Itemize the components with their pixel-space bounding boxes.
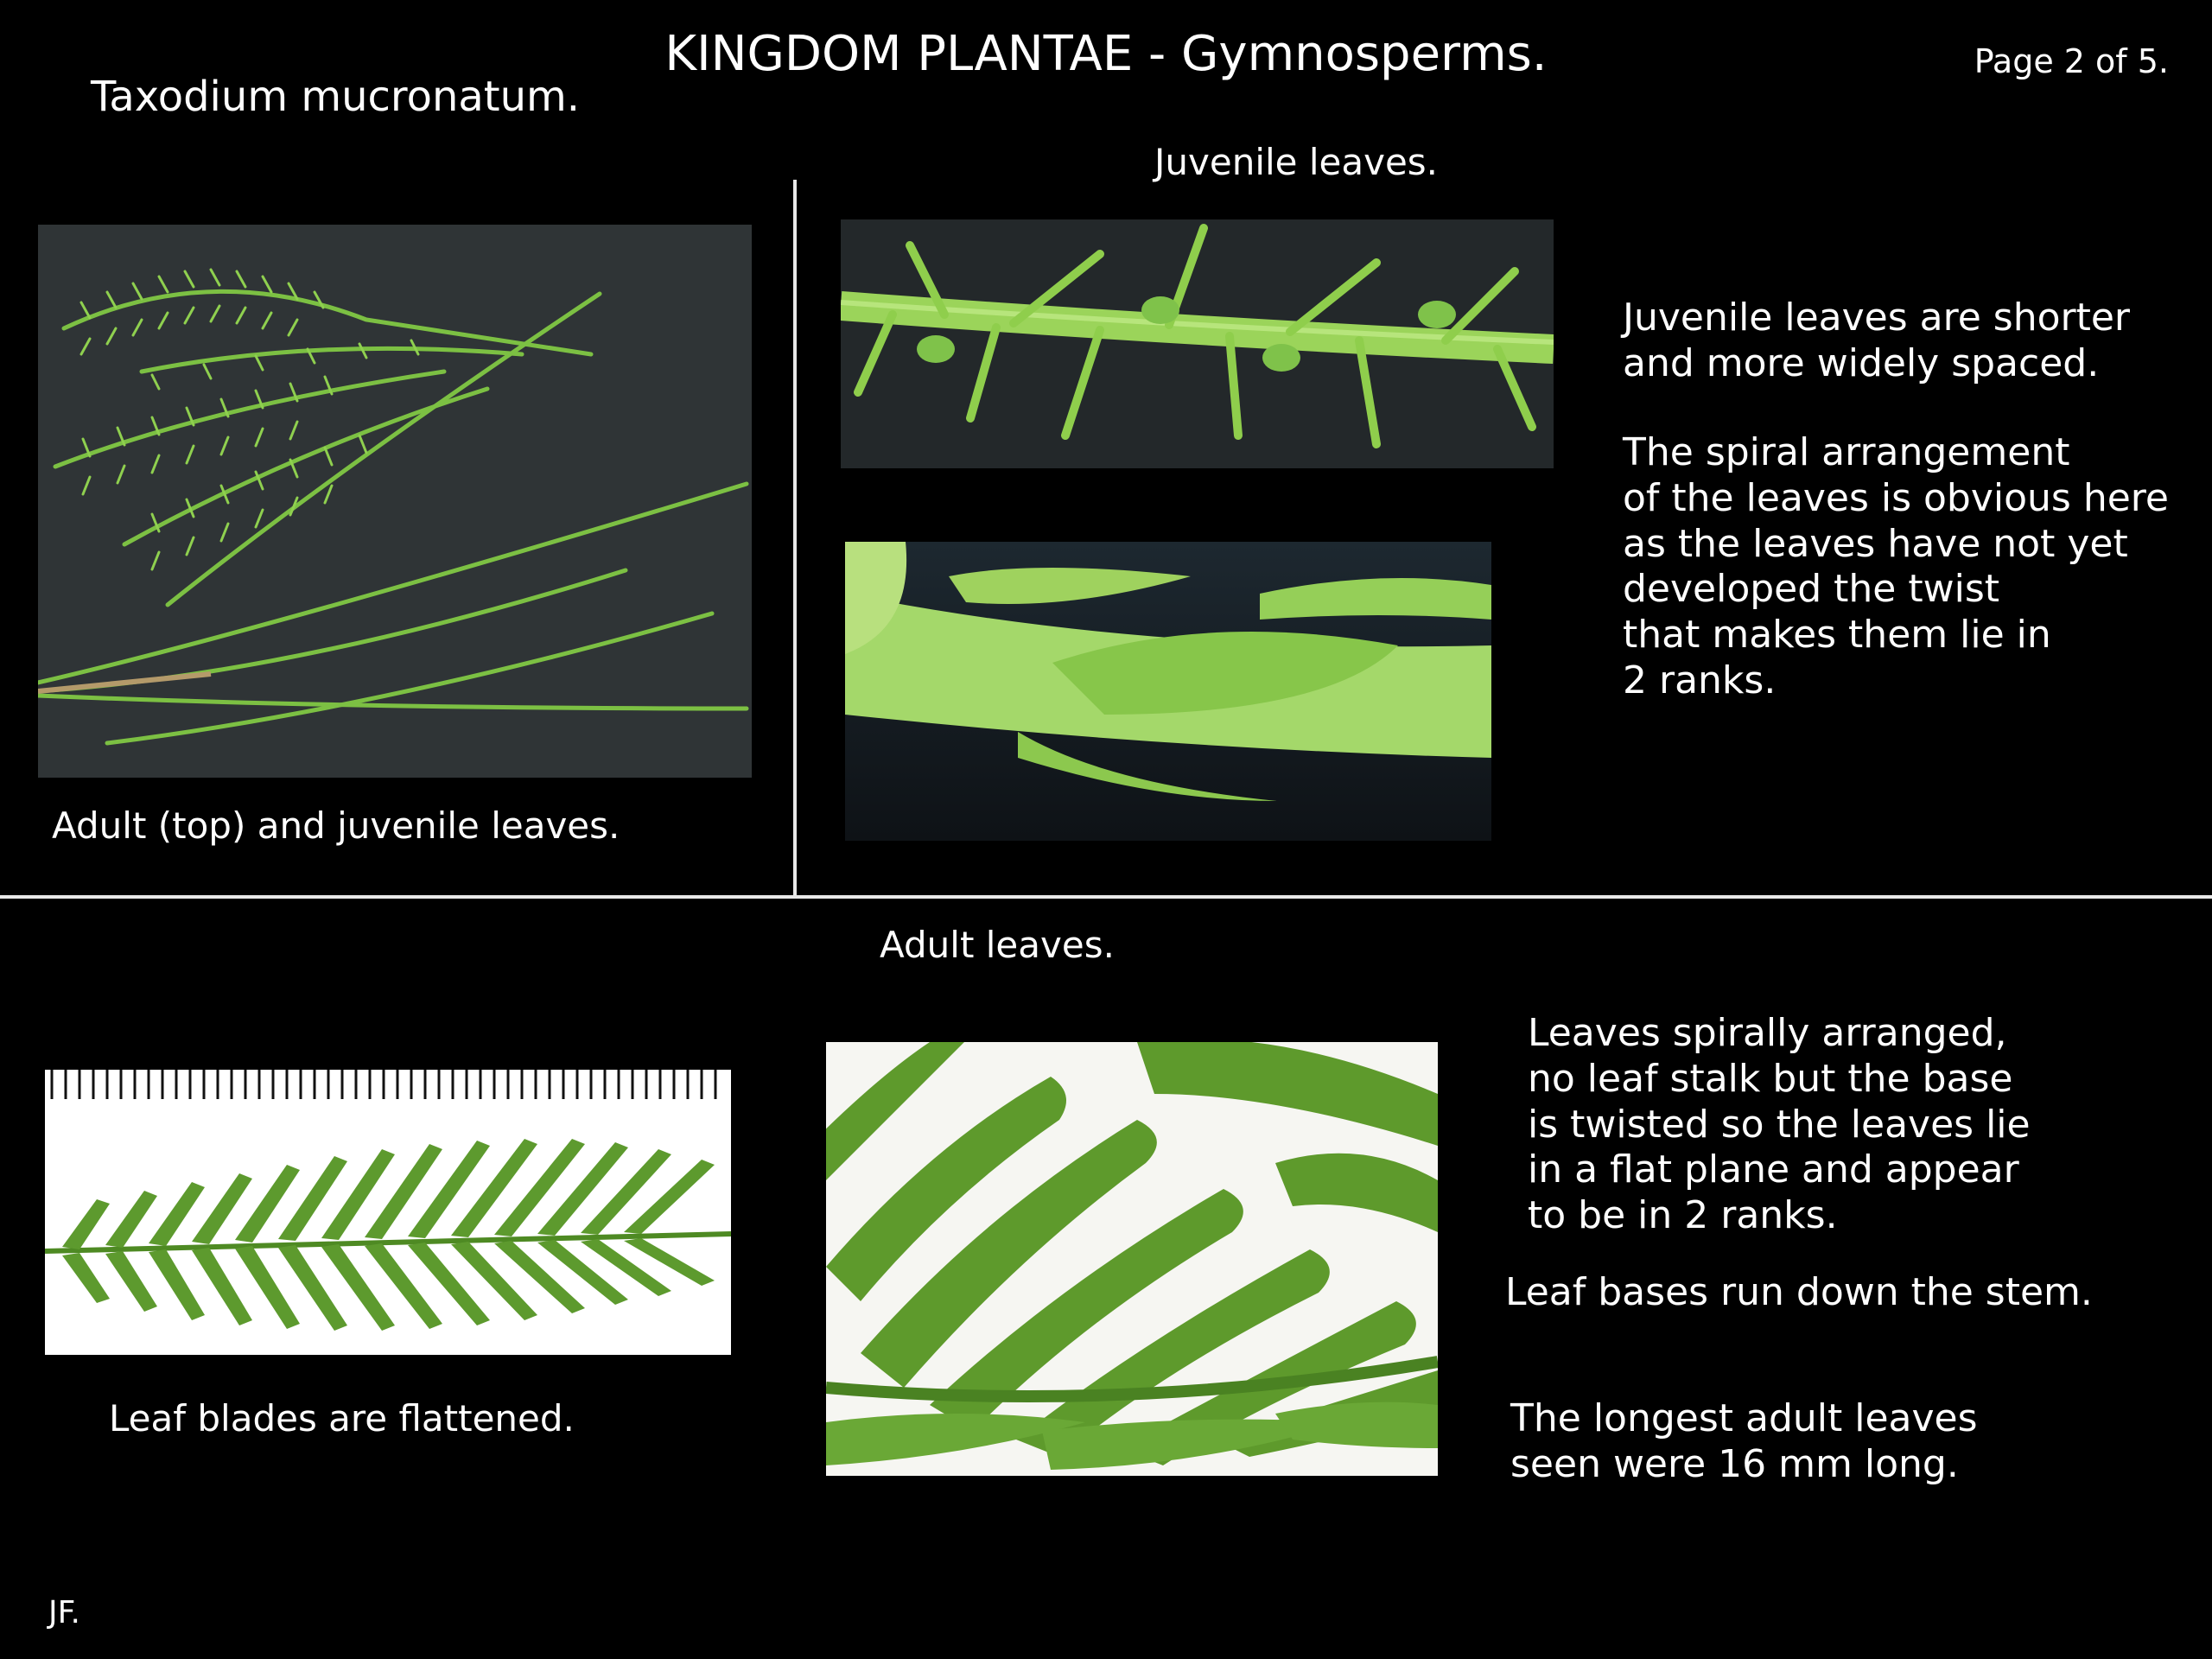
page-title: KINGDOM PLANTAE - Gymnosperms. bbox=[664, 26, 1548, 82]
juvenile-description-1: Juvenile leaves are shorter and more widely spaced. bbox=[1623, 296, 2131, 385]
adult-description-2: Leaf bases run down the stem. bbox=[1505, 1270, 2093, 1314]
photo-adult-leaf-with-scale bbox=[45, 1070, 731, 1355]
caption-adult-and-juvenile: Adult (top) and juvenile leaves. bbox=[52, 804, 620, 847]
juvenile-heading: Juvenile leaves. bbox=[1154, 141, 1439, 183]
author-initials: JF. bbox=[48, 1595, 80, 1630]
juvenile-description-2: The spiral arrangement of the leaves is obvious here as the leaves have not yet developed the twist that makes them lie in 2 ranks. bbox=[1623, 430, 2169, 702]
photo-juvenile-closeup bbox=[845, 542, 1491, 841]
photo-adult-and-juvenile-branches bbox=[38, 225, 752, 778]
horizontal-divider bbox=[0, 895, 2212, 899]
photo-adult-leaf-closeup bbox=[826, 1042, 1438, 1476]
vertical-divider bbox=[793, 180, 797, 897]
caption-leaf-blades: Leaf blades are flattened. bbox=[109, 1397, 575, 1440]
species-name: Taxodium mucronatum. bbox=[91, 73, 581, 121]
adult-heading: Adult leaves. bbox=[880, 924, 1115, 966]
photo-juvenile-stem bbox=[841, 219, 1554, 468]
adult-description-1: Leaves spirally arranged, no leaf stalk but the base is twisted so the leaves lie in a flat plane and appear to be in 2 ranks. bbox=[1528, 1011, 2031, 1238]
page-number: Page 2 of 5. bbox=[1974, 42, 2169, 80]
adult-description-3: The longest adult leaves seen were 16 mm long. bbox=[1510, 1396, 1978, 1486]
